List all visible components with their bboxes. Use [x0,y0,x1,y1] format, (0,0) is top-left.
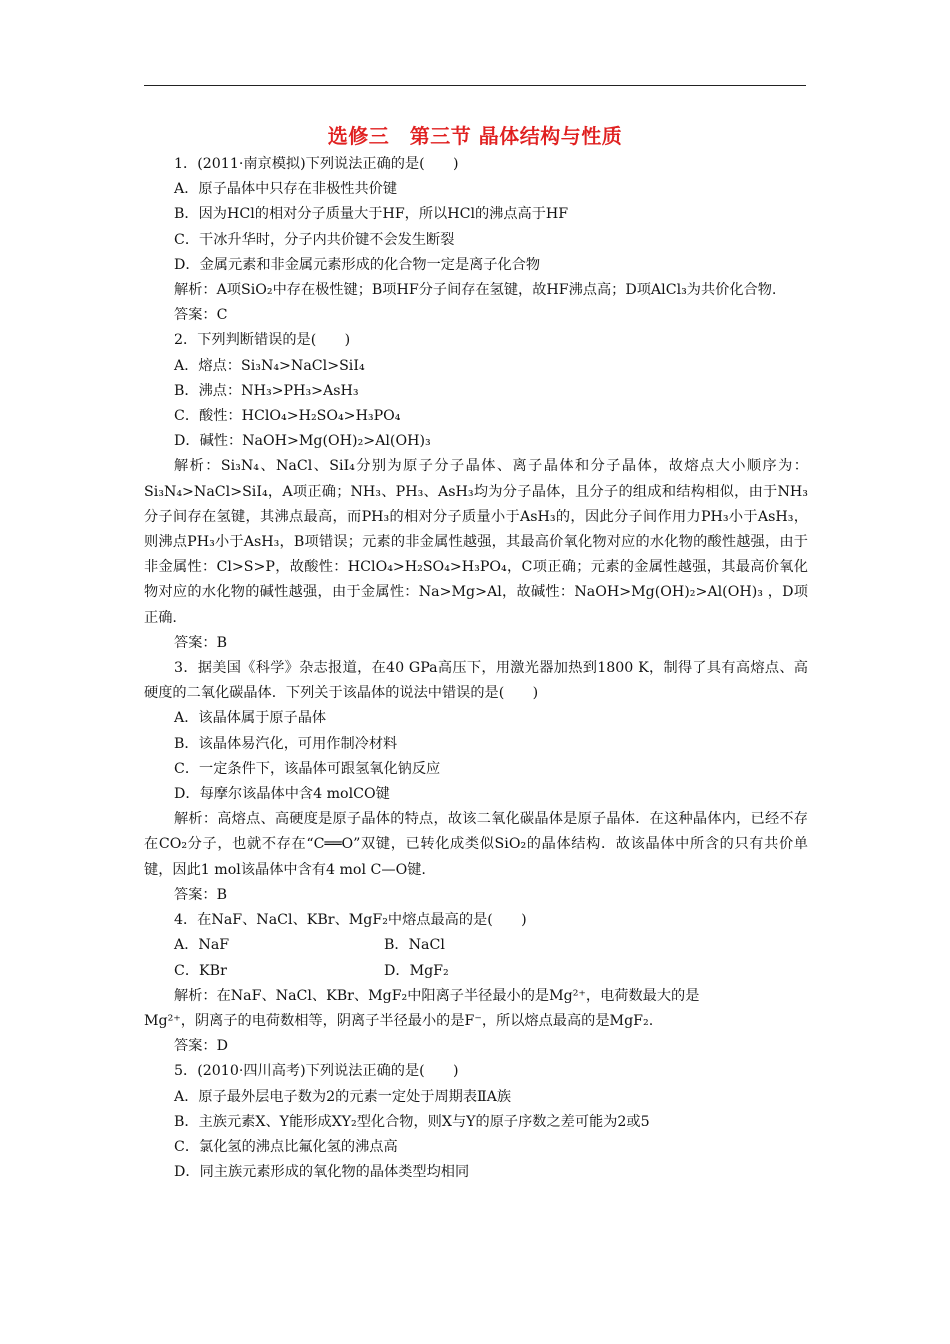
q1-stem: 1．(2011·南京模拟)下列说法正确的是( ) [174,156,459,172]
q2-option-b: B．沸点：NH₃>PH₃>AsH₃ [174,382,359,399]
q1-analysis: 解析：A项SiO₂中存在极性键；B项HF分子间存在氢键，故HF沸点高；D项AlCl₃为共价化合物. [174,282,777,299]
q4-analysis-line-2: Mg²⁺，阴离子的电荷数相等，阴离子半径最小的是F⁻，所以熔点最高的是MgF₂. [144,1012,654,1029]
q3-option-b: B．该晶体易汽化，可用作制冷材料 [174,735,398,752]
q4-option-d: D．MgF₂ [384,962,449,979]
q4-analysis-line-1: 解析：在NaF、NaCl、KBr、MgF₂中阳离子半径最小的是Mg²⁺，电荷数最大的是 [174,987,700,1004]
q4-option-a: A．NaF [174,937,230,954]
q4-option-c: C．KBr [174,962,227,979]
document-body [144,152,808,1185]
q5-option-d: D．同主族元素形成的氧化物的晶体类型均相同 [174,1164,470,1181]
q1-answer: 答案：C [174,307,228,324]
page-title: 选修三 第三节 晶体结构与性质 [327,124,623,148]
q2-answer: 答案：B [174,634,227,651]
q1-option-c: C．干冰升华时，分子内共价键不会发生断裂 [174,231,455,248]
q3-answer: 答案：B [174,886,227,903]
q1-option-a: A．原子晶体中只存在非极性共价键 [174,181,398,198]
q4-options-row-1 [144,933,808,958]
header-rule [144,85,806,86]
q4-option-b: B．NaCl [384,937,445,954]
q3-stem: 3．据美国《科学》杂志报道，在40 GPa高压下，用激光器加热到1800 K，制得了具有高熔点、高硬度的二氧化碳晶体．下列关于该晶体的说法中错误的是( ) [144,660,808,702]
q3-option-a: A．该晶体属于原子晶体 [174,710,327,727]
q5-option-c: C．氯化氢的沸点比氟化氢的沸点高 [174,1138,398,1155]
q5-option-b: B．主族元素X、Y能形成XY₂型化合物，则X与Y的原子序数之差可能为2或5 [174,1113,650,1130]
q5-option-a: A．原子最外层电子数为2的元素一定处于周期表ⅡA族 [174,1088,512,1105]
q2-analysis: 解析：Si₃N₄、NaCl、SiI₄分别为原子分子晶体、离子晶体和分子晶体，故熔点大小顺序为：Si₃N₄>NaCl>SiI₄，A项正确；NH₃、PH₃、AsH₃均为分子晶体，且分子的组成和结构相似，由于NH₃分子间存在氢键，其沸点最高，而PH₃的相对分子质量小于AsH₃的，因此分子间作用力PH₃小于AsH₃，则沸点PH₃小于AsH₃，B项错误；元素的非金属性越强，其最高价氧化物对应的水化物的酸性越强，由于非金属性：Cl>S>P，故酸性：HClO₄>H₂SO₄>H₃PO₄，C项正确；元素的金属性越强，其最高价氧化物对应的水化物的碱性越强，由于金属性：Na>Mg>Al，故碱性：NaOH>Mg(OH)₂>Al(OH)₃ ，D项正确. [144,458,808,626]
q2-option-a: A．熔点：Si₃N₄>NaCl>SiI₄ [174,357,365,374]
q2-option-d: D．碱性：NaOH>Mg(OH)₂>Al(OH)₃ [174,433,431,450]
q2-stem: 2．下列判断错误的是( ) [174,332,351,349]
q4-stem: 4．在NaF、NaCl、KBr、MgF₂中熔点最高的是( ) [174,912,527,929]
q4-options-row-2 [144,959,808,984]
q3-option-c: C．一定条件下，该晶体可跟氢氧化钠反应 [174,760,441,777]
q1-option-d: D．金属元素和非金属元素形成的化合物一定是离子化合物 [174,256,541,273]
q1-option-b: B．因为HCl的相对分子质量大于HF，所以HCl的沸点高于HF [174,206,569,223]
q3-analysis: 解析：高熔点、高硬度是原子晶体的特点，故该二氧化碳晶体是原子晶体．在这种晶体内，已经不存在CO₂分子，也就不存在“C══O”双键，已转化成类似SiO₂的晶体结构．故该晶体中所含的只有共价单键，因此1 mol该晶体中含有4 mol C—O键. [144,811,808,878]
q4-answer: 答案：D [174,1038,228,1055]
q3-option-d: D．每摩尔该晶体中含4 molCO键 [174,786,390,803]
q5-stem: 5．(2010·四川高考)下列说法正确的是( ) [174,1063,459,1080]
q2-option-c: C．酸性：HClO₄>H₂SO₄>H₃PO₄ [174,408,401,425]
